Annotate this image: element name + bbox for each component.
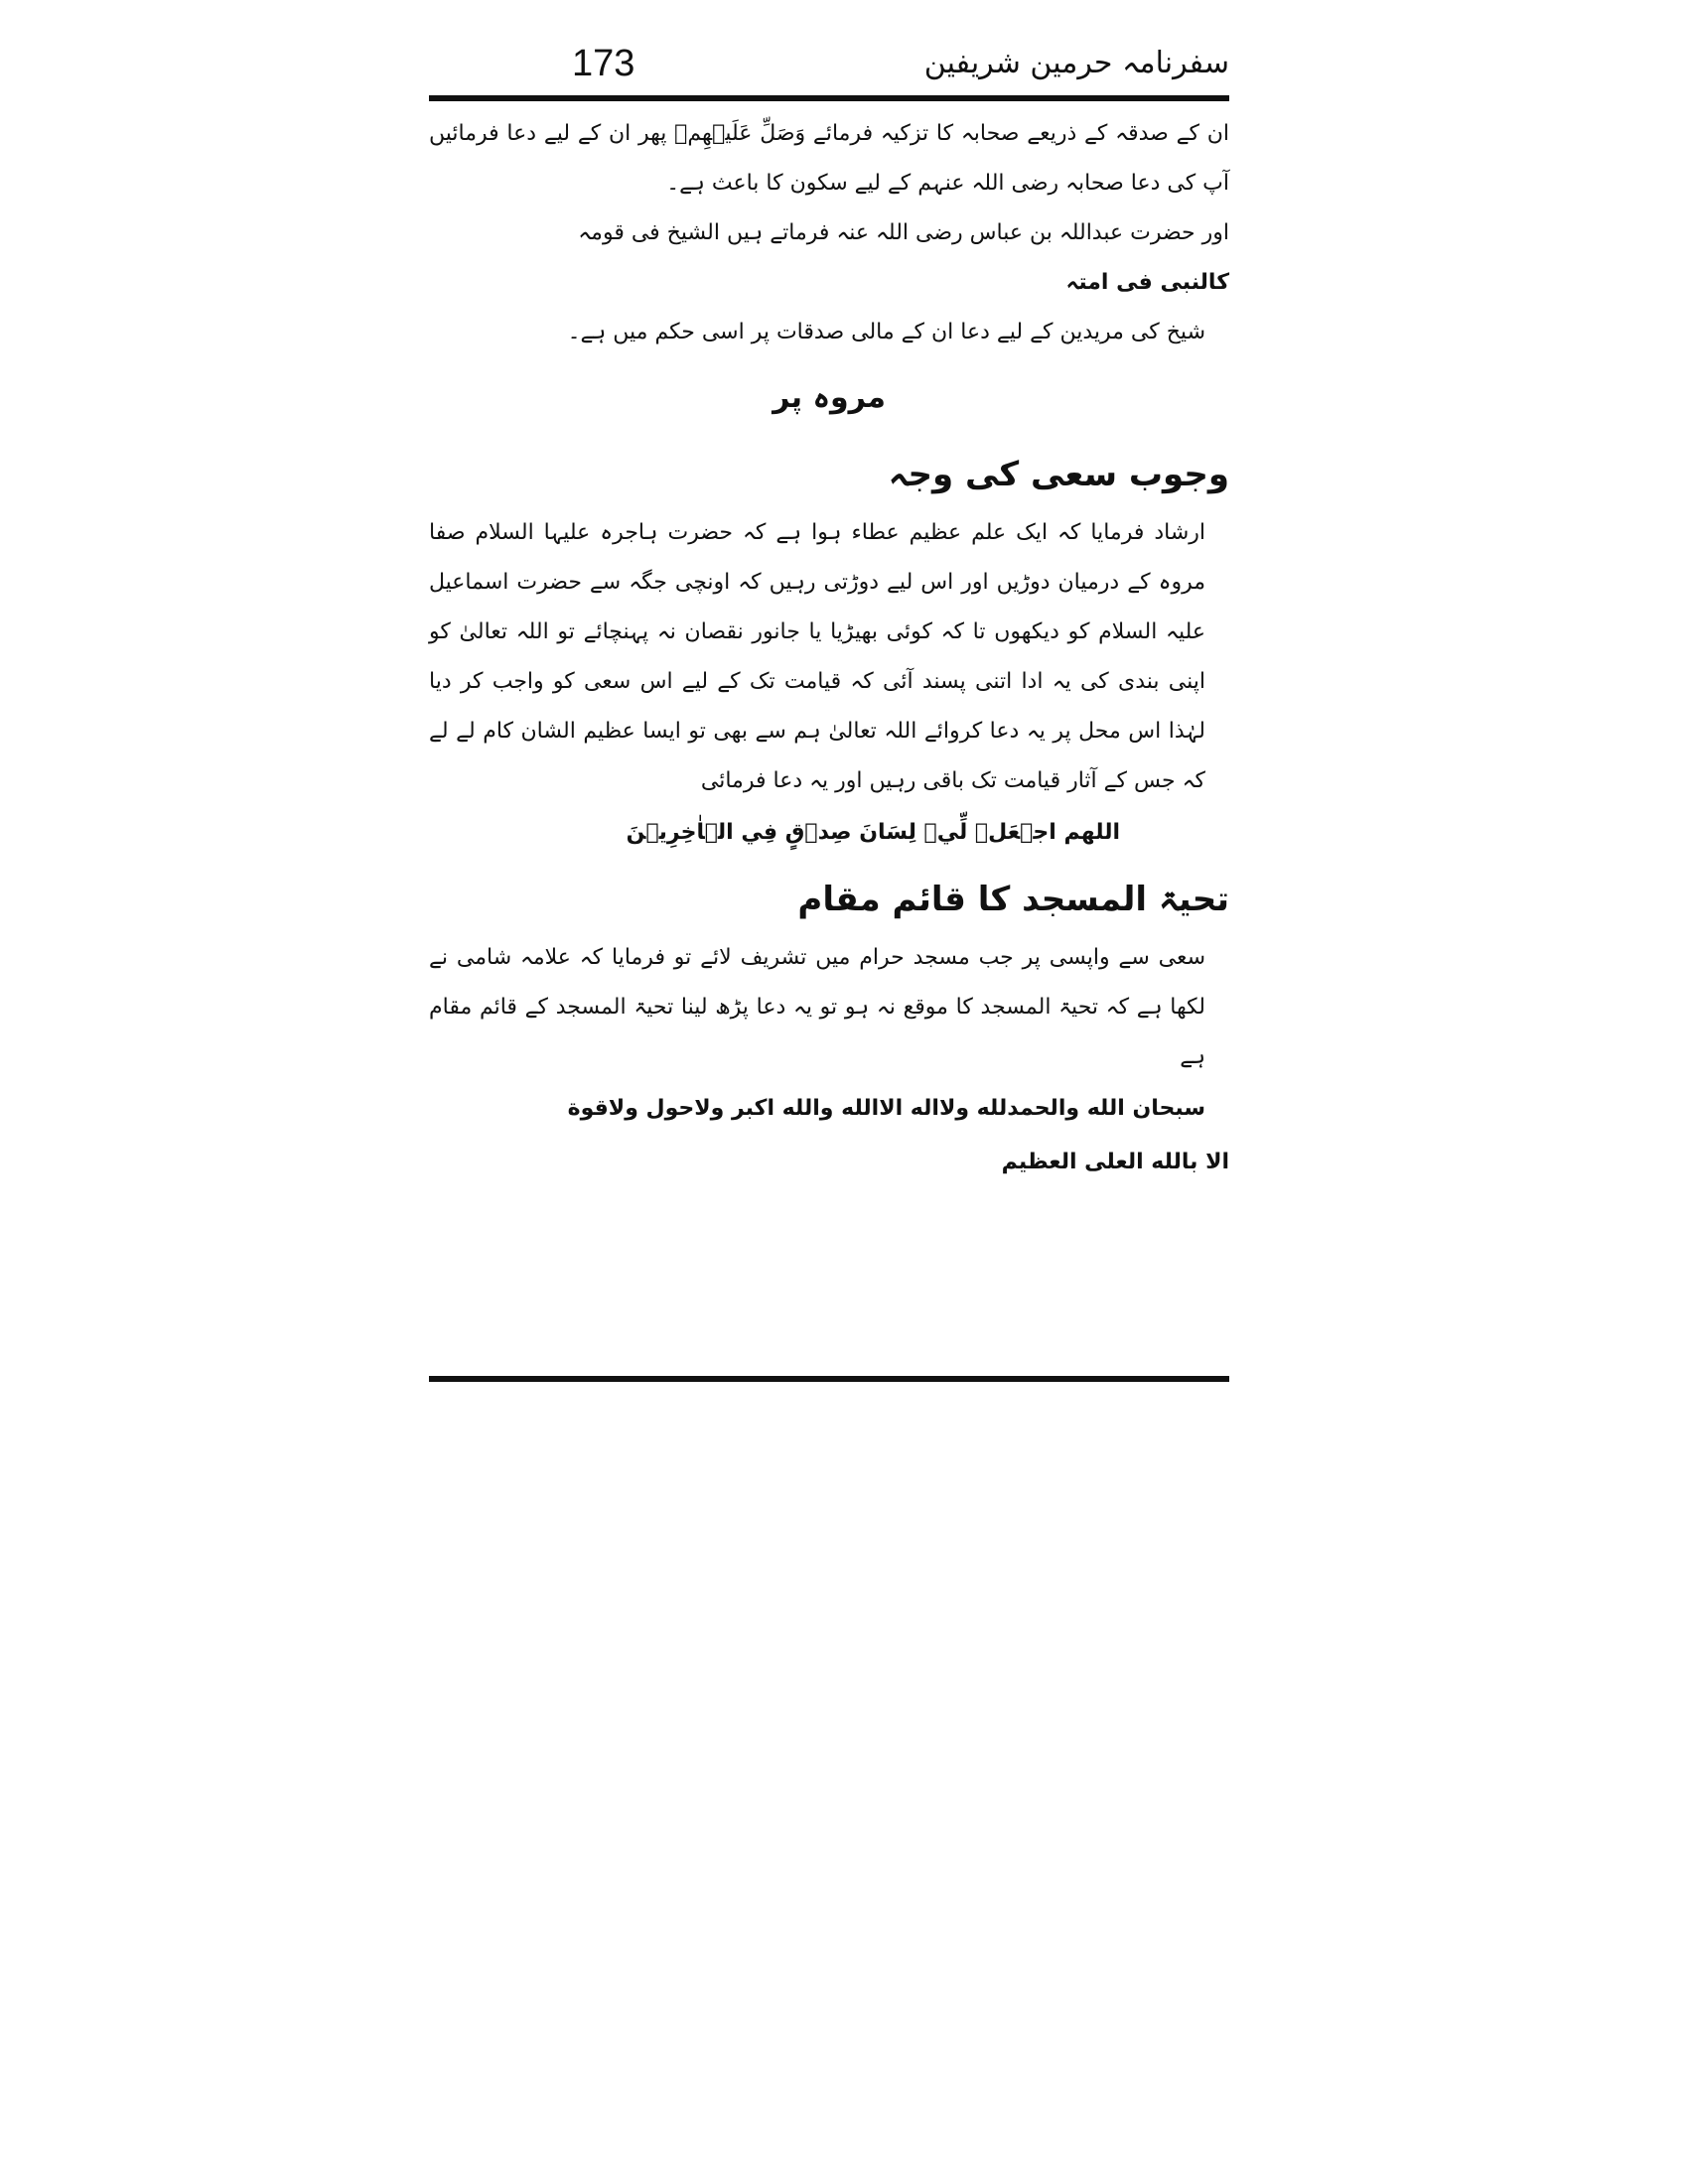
tahiyyah-section-body: سعی سے واپسی پر جب مسجد حرام میں تشریف لائے تو فرمایا کہ علامہ شامی نے لکھا ہے کہ تحیۃ المسجد کا موقع نہ ہو تو یہ دعا پڑھ لینا تحیۃ المسجد کے قائم مقام ہے <box>429 945 1205 1069</box>
sai-section-body: ارشاد فرمایا کہ ایک علم عظیم عطاء ہوا ہے کہ حضرت ہاجرہ علیہا السلام صفا مروہ کے درمیان دوڑیں اور اس لیے دوڑتی رہیں کہ اونچی جگہ سے حضرت اسماعیل علیہ السلام کو دیکھوں تا کہ کوئی بھیڑیا یا جانور نقصان نہ پہنچائے تو اللہ تعالیٰ کو اپنی بندی کی یہ ادا اتنی پسند آئی کہ قیامت تک کے لیے اس سعی کو واجب کر دیا لہٰذا اس محل پر یہ دعا کروائے اللہ تعالیٰ ہم سے بھی تو ایسا عظیم الشان کام لے لے کہ جس کے آثار قیامت تک باقی رہیں اور یہ دعا فرمائی <box>429 520 1205 793</box>
marwah-heading: مروہ پر <box>773 380 886 415</box>
page-header <box>429 40 1229 91</box>
footer-rule <box>429 1376 1229 1382</box>
shaykh-dua-paragraph: شیخ کی مریدین کے لیے دعا ان کے مالی صدقات پر اسی حکم میں ہے۔ <box>567 320 1205 344</box>
sai-section-heading: وجوب سعی کی وجہ <box>888 455 1229 494</box>
page-number: 173 <box>572 43 635 84</box>
book-page <box>429 40 1229 1410</box>
page-content <box>429 109 1229 1189</box>
sai-section-dua: اللهم اجۡعَلۡ لِّيۡ لِسَانَ صِدۡقٍ فِي الۡاٰخِرِيۡنَ <box>626 820 1120 845</box>
tahiyyah-section-heading: تحیۃ المسجد کا قائم مقام <box>797 880 1229 919</box>
tasbih-line-2: الا بالله العلى العظيم <box>1001 1150 1229 1174</box>
ibn-abbas-quote-paragraph: اور حضرت عبداللہ بن عباس رضی اللہ عنہ فرماتے ہیں الشیخ فی قومہ <box>578 220 1229 245</box>
book-title: سفرنامہ حرمین شریفین <box>923 46 1229 80</box>
ibn-abbas-quote-arabic: کالنبی فی امتہ <box>1065 270 1229 295</box>
intro-paragraph: ان کے صدقہ کے ذریعے صحابہ کا تزکیہ فرمائے وَصَلِّ عَلَيۡهِمۡ پھر ان کے لیے دعا فرمائیں آپ کی دعا صحابہ رضی اللہ عنہم کے لیے سکون کا باعث ہے۔ <box>429 121 1229 196</box>
header-rule <box>429 95 1229 101</box>
tasbih-line-1: سبحان الله والحمدلله ولااله الاالله والله اكبر ولاحول ولاقوة <box>567 1096 1205 1121</box>
